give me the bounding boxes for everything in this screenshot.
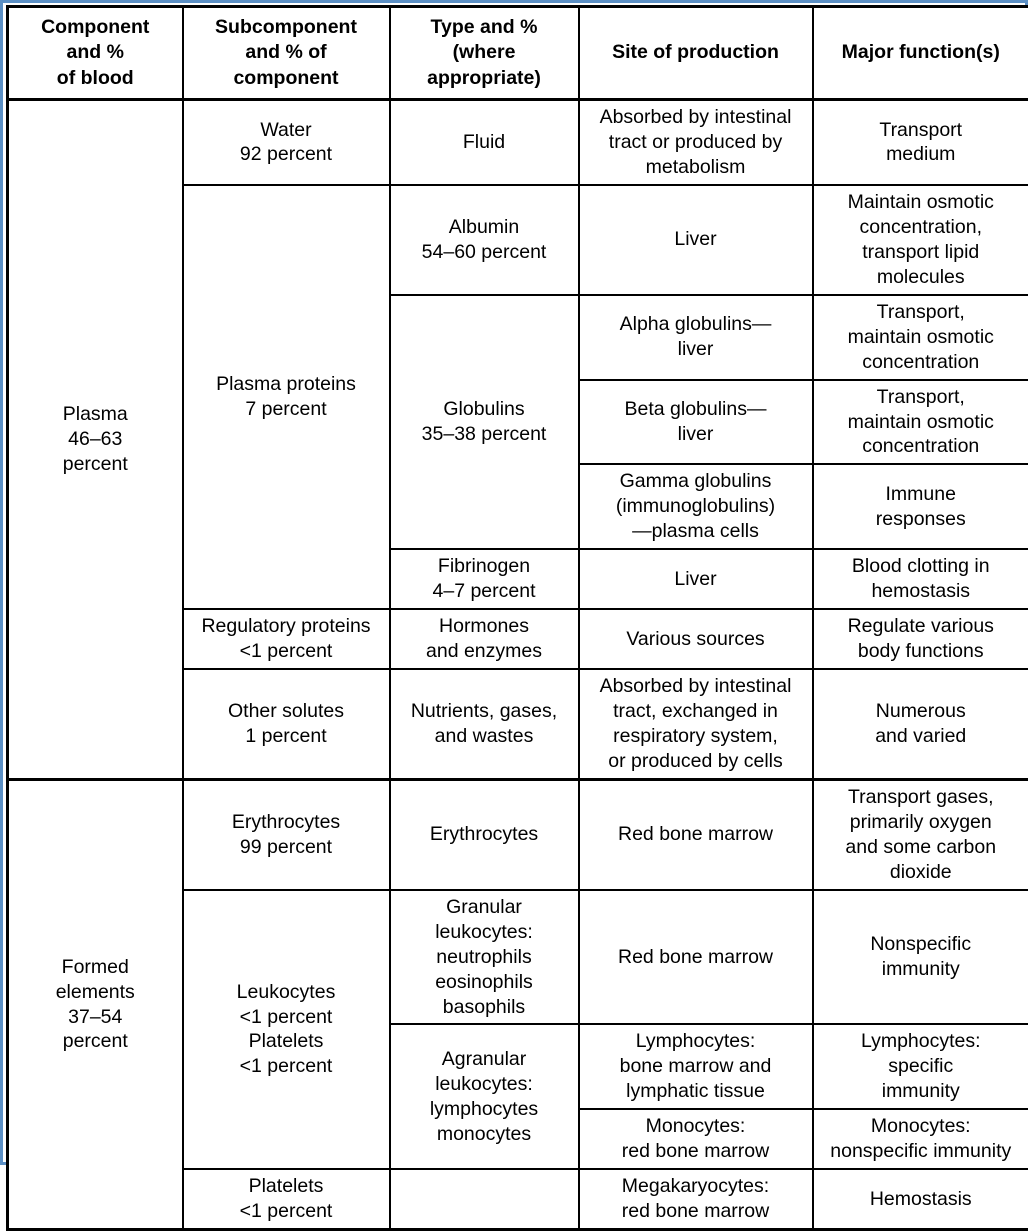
table-header-row — [8, 7, 1028, 100]
cell-component-formed-elements: Formed elements 37–54 percent — [8, 779, 183, 1229]
column-header-type: Type and % (where appropriate) — [390, 7, 579, 100]
cell-type-agranular-leukocytes: Agranular leukocytes: lymphocytes monocytes — [390, 1024, 579, 1169]
cell-site-granular-leukocytes: Red bone marrow — [579, 890, 813, 1025]
cell-type-fibrinogen: Fibrinogen 4–7 percent — [390, 549, 579, 609]
cell-function-regulatory-proteins: Regulate various body functions — [813, 609, 1028, 669]
cell-type-albumin: Albumin 54–60 percent — [390, 185, 579, 295]
cell-site-other-solutes: Absorbed by intestinal tract, exchanged in respiratory system, or produced by cells — [579, 669, 813, 779]
cell-function-other-solutes: Numerous and varied — [813, 669, 1028, 779]
column-header-function: Major function(s) — [813, 7, 1028, 100]
cell-subcomponent-leukocytes-platelets: Leukocytes <1 percent Platelets <1 percent — [183, 890, 390, 1170]
cell-subcomponent-water: Water 92 percent — [183, 100, 390, 185]
cell-function-albumin: Maintain osmotic concentration, transport lipid molecules — [813, 185, 1028, 295]
table-row — [8, 100, 1028, 185]
cell-site-erythrocytes: Red bone marrow — [579, 779, 813, 889]
column-header-subcomponent: Subcomponent and % of component — [183, 7, 390, 100]
cell-site-lymphocytes: Lymphocytes: bone marrow and lymphatic tissue — [579, 1024, 813, 1109]
cell-site-albumin: Liver — [579, 185, 813, 295]
cell-site-fibrinogen: Liver — [579, 549, 813, 609]
cell-subcomponent-regulatory-proteins: Regulatory proteins <1 percent — [183, 609, 390, 669]
table-row — [8, 779, 1028, 889]
cell-type-fluid: Fluid — [390, 100, 579, 185]
cell-function-beta-globulins: Transport, maintain osmotic concentration — [813, 380, 1028, 465]
blood-components-table — [6, 5, 1028, 1231]
cell-site-alpha-globulins: Alpha globulins— liver — [579, 295, 813, 380]
cell-site-regulatory-proteins: Various sources — [579, 609, 813, 669]
cell-type-nutrients-gases-wastes: Nutrients, gases, and wastes — [390, 669, 579, 779]
table-body — [8, 100, 1028, 1230]
cell-site-beta-globulins: Beta globulins— liver — [579, 380, 813, 465]
cell-function-monocytes: Monocytes: nonspecific immunity — [813, 1109, 1028, 1169]
cell-site-platelets: Megakaryocytes: red bone marrow — [579, 1169, 813, 1229]
cell-function-lymphocytes: Lymphocytes: specific immunity — [813, 1024, 1028, 1109]
cell-function-erythrocytes: Transport gases, primarily oxygen and some carbon dioxide — [813, 779, 1028, 889]
cell-type-hormones-enzymes: Hormones and enzymes — [390, 609, 579, 669]
cell-function-granular-leukocytes: Nonspecific immunity — [813, 890, 1028, 1025]
cell-site-gamma-globulins: Gamma globulins (immunoglobulins) —plasma cells — [579, 464, 813, 549]
cell-site-monocytes: Monocytes: red bone marrow — [579, 1109, 813, 1169]
cell-type-globulins: Globulins 35–38 percent — [390, 295, 579, 550]
cell-function-water: Transport medium — [813, 100, 1028, 185]
cell-subcomponent-other-solutes: Other solutes 1 percent — [183, 669, 390, 779]
cell-type-erythrocytes: Erythrocytes — [390, 779, 579, 889]
cell-subcomponent-plasma-proteins: Plasma proteins 7 percent — [183, 185, 390, 609]
cell-function-fibrinogen: Blood clotting in hemostasis — [813, 549, 1028, 609]
column-header-component: Component and % of blood — [8, 7, 183, 100]
cell-type-granular-leukocytes: Granular leukocytes: neutrophils eosinophils basophils — [390, 890, 579, 1025]
cell-function-alpha-globulins: Transport, maintain osmotic concentration — [813, 295, 1028, 380]
cell-function-platelets: Hemostasis — [813, 1169, 1028, 1229]
cell-subcomponent-erythrocytes: Erythrocytes 99 percent — [183, 779, 390, 889]
cell-subcomponent-platelets: Platelets <1 percent — [183, 1169, 390, 1229]
column-header-site: Site of production — [579, 7, 813, 100]
cell-component-plasma: Plasma 46–63 percent — [8, 100, 183, 780]
cell-function-gamma-globulins: Immune responses — [813, 464, 1028, 549]
cell-type-platelets-empty — [390, 1169, 579, 1229]
table-header — [8, 7, 1028, 100]
cell-site-water: Absorbed by intestinal tract or produced by metabolism — [579, 100, 813, 185]
